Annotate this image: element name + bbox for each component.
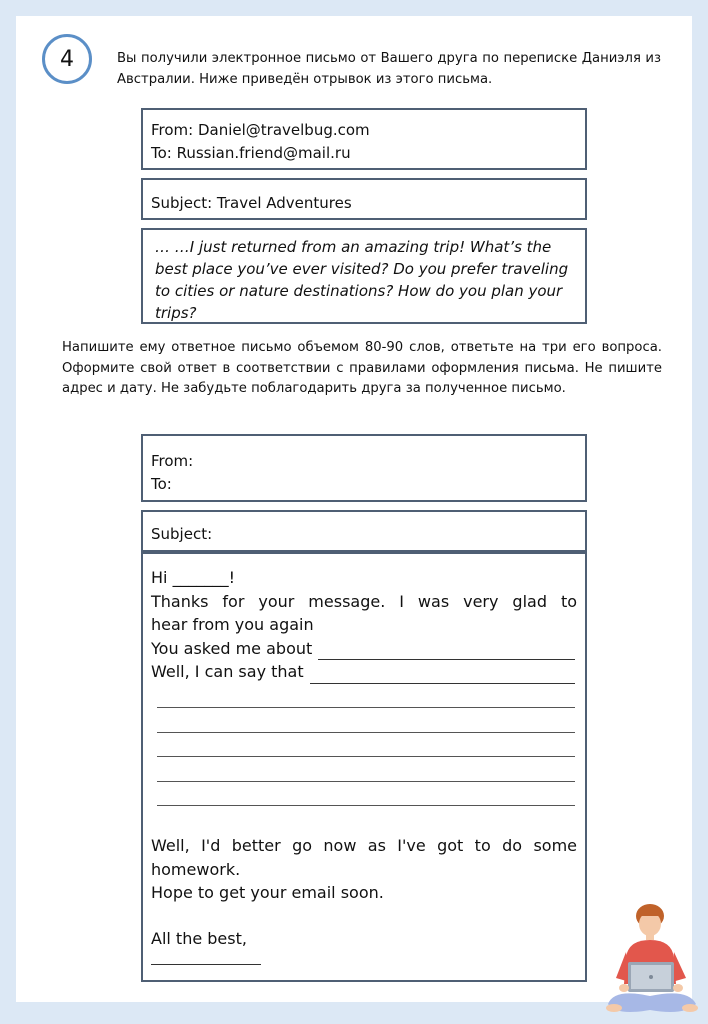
asked-about-row xyxy=(151,637,577,661)
greeting-line: Hi _______! xyxy=(151,568,235,587)
intro-text: Вы получили электронное письмо от Вашего друга по переписке Даниэля из Австралии. Ниже приведён отрывок из этого письма. xyxy=(117,51,661,87)
thanks-line-2: hear from you again xyxy=(151,615,314,634)
writing-line xyxy=(157,757,575,782)
reply-body-box xyxy=(141,552,587,982)
can-say-row xyxy=(151,660,577,684)
email-header-box xyxy=(141,108,587,170)
writing-line xyxy=(310,667,575,684)
email-excerpt-box xyxy=(141,228,587,324)
thanks-line-1: Thanks for your message. I was very glad to xyxy=(151,591,577,611)
asked-about-text: You asked me about xyxy=(151,638,313,658)
reply-from-label: From: xyxy=(151,452,194,470)
writing-line xyxy=(157,782,575,807)
can-say-text: Well, I can say that xyxy=(151,662,304,681)
writing-line xyxy=(157,684,575,709)
writing-line xyxy=(157,708,575,733)
task-number-badge xyxy=(42,34,92,84)
email-from: From: Daniel@travelbug.com xyxy=(151,121,370,139)
sign-off: All the best, xyxy=(151,928,247,948)
writing-line xyxy=(157,733,575,758)
email-subject: Subject: Travel Adventures xyxy=(151,194,352,212)
task-number: 4 xyxy=(60,46,74,72)
writing-line xyxy=(318,643,575,660)
signature-line xyxy=(151,950,261,965)
reply-subject-box xyxy=(141,510,587,552)
reply-header-box xyxy=(141,434,587,502)
student-laptop-illustration xyxy=(604,900,700,1020)
email-excerpt: … …I just returned from an amazing trip! What’s the best place you’ve ever visited? Do you prefer traveling to cities or nature destinations? How do you plan your trips? xyxy=(155,238,569,322)
task-instructions: Напишите ему ответное письмо объемом 80-90 слов, ответьте на три его вопроса. Оформите свой ответ в соответствии с правилами оформления письма. Не пишите адрес и дату. Не забудьте поблагодарить друга за полученное письмо. xyxy=(62,340,662,396)
email-subject-box xyxy=(141,178,587,220)
reply-subject-label: Subject: xyxy=(151,525,213,543)
closing-line-2: homework. xyxy=(151,859,241,879)
email-to: To: Russian.friend@mail.ru xyxy=(151,144,351,162)
reply-to-label: To: xyxy=(151,475,172,493)
closing-line-1: Well, I'd better go now as I've got to do some xyxy=(151,836,577,855)
closing-line-3: Hope to get your email soon. xyxy=(151,883,384,902)
